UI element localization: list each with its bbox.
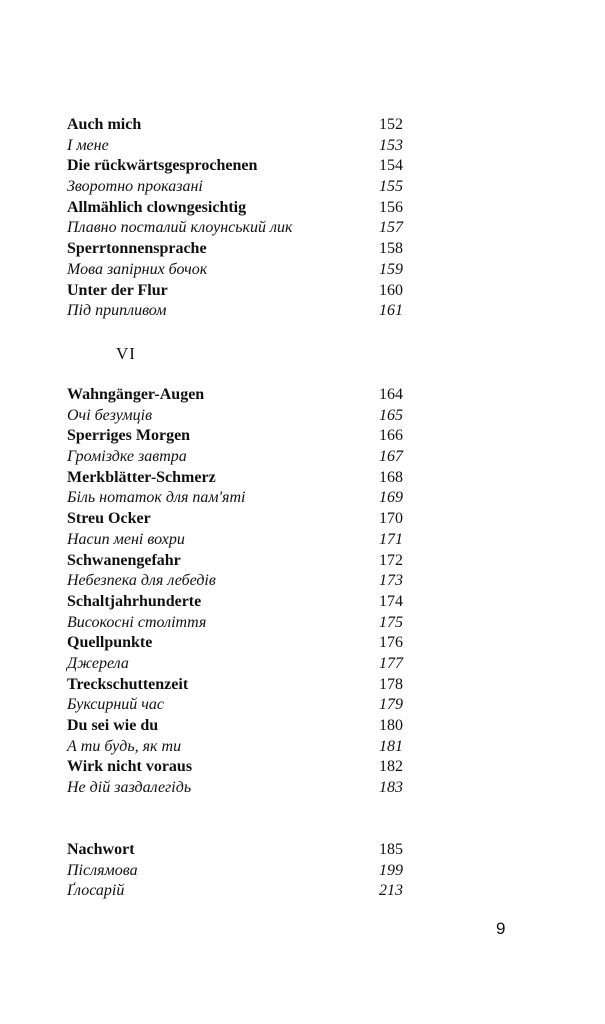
toc-entry-page: 175 (379, 613, 403, 631)
toc-entry-page: 170 (379, 510, 403, 528)
toc-entry-title: Wahngänger-Augen (67, 386, 205, 403)
toc-entry-page: 152 (379, 116, 403, 133)
toc-entry (67, 218, 403, 239)
toc-entry-title: Мова запірних бочок (67, 260, 208, 278)
toc-entry-page: 153 (379, 136, 403, 154)
section-label: VI (116, 344, 136, 363)
toc-entry-title: Du sei wie du (67, 717, 159, 734)
toc-entry-title: Sperrtonnensprache (67, 240, 207, 258)
toc-entry-title: Sperriges Morgen (67, 427, 191, 445)
toc-entry-title: Очі безумців (67, 406, 153, 424)
toc-entry (67, 881, 403, 902)
toc-entry (67, 447, 403, 468)
toc-entry-title: Wirk nicht voraus (67, 758, 193, 776)
toc-entry (67, 406, 403, 427)
toc-entry-title: Післямова (67, 861, 138, 879)
toc-entry-page: 181 (379, 737, 403, 755)
toc-entry-title: Насип мені вохри (67, 530, 185, 548)
table-of-contents-back-matter (67, 840, 403, 902)
toc-entry-title: І мене (67, 136, 109, 154)
toc-entry-page: 176 (379, 634, 403, 652)
toc-entry-page: 160 (379, 281, 403, 299)
toc-entry (67, 468, 403, 489)
toc-entry (67, 198, 403, 219)
toc-entry-title: Високосні століття (67, 613, 207, 631)
toc-entry-page: 164 (379, 386, 403, 403)
toc-entry-title: Джерела (67, 654, 129, 672)
toc-entry-page: 161 (379, 302, 403, 320)
toc-entry-page: 174 (379, 592, 403, 610)
toc-entry (67, 551, 403, 572)
toc-entry-page: 185 (379, 841, 403, 858)
toc-entry-title: Громіздке завтра (67, 448, 187, 466)
toc-entry-title: Auch mich (67, 116, 142, 133)
toc-entry-title: Під припливом (67, 302, 167, 320)
toc-entry-page: 173 (379, 572, 403, 590)
toc-entry (67, 301, 403, 322)
toc-entry-title: Nachwort (67, 841, 135, 858)
table-of-contents-section-vi (67, 385, 403, 799)
toc-entry-title: Буксирний час (67, 696, 164, 714)
toc-group-2 (67, 385, 403, 799)
toc-entry (67, 716, 403, 737)
toc-entry-page: 168 (379, 468, 403, 486)
toc-entry-title: Treckschuttenzeit (67, 675, 189, 693)
toc-entry (67, 260, 403, 281)
toc-entry-page: 171 (379, 530, 403, 548)
toc-entry-page: 156 (379, 198, 403, 216)
toc-entry-page: 199 (379, 861, 403, 879)
toc-entry-title: Unter der Flur (67, 281, 168, 299)
toc-entry-title: Небезпека для лебедів (67, 572, 216, 590)
toc-entry-page: 154 (379, 157, 403, 175)
toc-entry (67, 778, 403, 799)
toc-entry-page: 155 (379, 178, 403, 196)
toc-entry-title: Allmählich clowngesichtig (67, 198, 247, 216)
toc-entry-title: Streu Ocker (67, 510, 151, 528)
toc-entry (67, 737, 403, 758)
toc-entry (67, 675, 403, 696)
toc-group-1 (67, 115, 403, 322)
toc-entry-page: 165 (379, 406, 403, 424)
toc-entry-page: 182 (379, 758, 403, 776)
toc-entry (67, 426, 403, 447)
toc-entry-title: Schaltjahrhunderte (67, 592, 202, 610)
toc-entry-page: 180 (379, 717, 403, 734)
toc-entry (67, 571, 403, 592)
toc-entry-title: Merkblätter-Schmerz (67, 468, 216, 486)
toc-entry-title: Die rückwärtsgesprochenen (67, 157, 258, 175)
toc-entry-page: 169 (379, 489, 403, 507)
toc-entry (67, 156, 403, 177)
toc-entry (67, 840, 403, 861)
page-number: 9 (496, 919, 506, 938)
toc-entry-page: 178 (379, 675, 403, 693)
toc-entry-page: 158 (379, 240, 403, 258)
toc-entry (67, 861, 403, 882)
toc-entry (67, 757, 403, 778)
toc-entry-page: 183 (379, 779, 403, 797)
toc-entry-title: Schwanengefahr (67, 551, 181, 569)
toc-entry-title: Плавно посталий клоунський лик (67, 219, 293, 237)
toc-entry (67, 654, 403, 675)
toc-entry (67, 509, 403, 530)
toc-entry-page: 167 (379, 448, 403, 466)
toc-entry (67, 488, 403, 509)
toc-entry (67, 613, 403, 634)
toc-entry (67, 695, 403, 716)
toc-group-3 (67, 840, 403, 902)
table-of-contents (67, 115, 403, 322)
toc-entry (67, 385, 403, 406)
toc-entry-title: Біль нотаток для пам'яті (67, 489, 246, 507)
toc-entry (67, 281, 403, 302)
toc-entry (67, 633, 403, 654)
toc-entry-title: Зворотно проказані (67, 178, 203, 196)
toc-entry-title: Quellpunkte (67, 634, 153, 652)
toc-entry-page: 213 (379, 882, 403, 900)
toc-entry (67, 115, 403, 136)
toc-entry-page: 159 (379, 260, 403, 278)
toc-entry-page: 157 (379, 219, 403, 237)
toc-entry-title: Не дій заздалегідь (67, 779, 192, 797)
toc-entry-page: 166 (379, 427, 403, 445)
toc-entry-page: 172 (379, 551, 403, 569)
toc-entry (67, 177, 403, 198)
toc-entry-title: А ти будь, як ти (67, 737, 182, 755)
toc-entry-page: 177 (379, 654, 403, 672)
toc-entry (67, 136, 403, 157)
toc-entry (67, 239, 403, 260)
toc-entry-page: 179 (379, 696, 403, 714)
toc-entry (67, 592, 403, 613)
toc-entry (67, 530, 403, 551)
toc-entry-title: Ґлосарій (67, 882, 125, 900)
